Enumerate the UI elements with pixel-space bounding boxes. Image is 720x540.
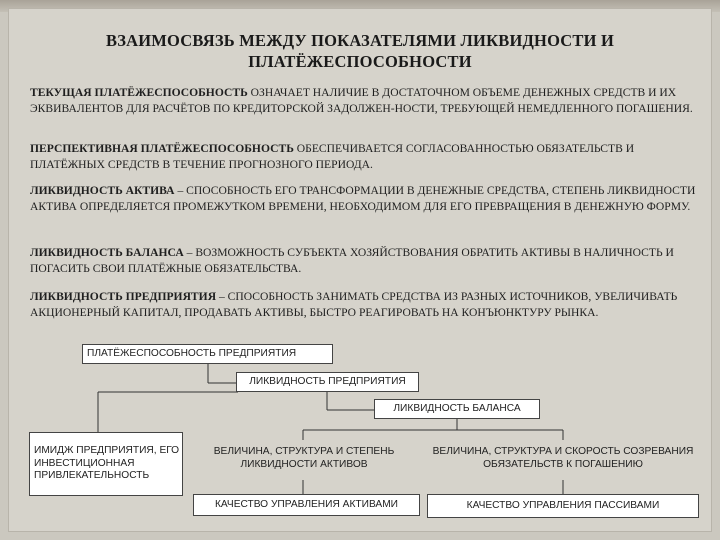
box-balance-liquidity: ЛИКВИДНОСТЬ БАЛАНСА (374, 399, 540, 419)
definition-term: ПЕРСПЕКТИВНАЯ ПЛАТЁЖЕСПОСОБНОСТЬ (30, 142, 294, 155)
definition-text: – СПОСОБНОСТЬ ЗАНИМАТЬ СРЕДСТВА ИЗ РАЗНЫХ ИСТОЧНИКОВ, УВЕЛИЧИВАТЬ АКЦИОНЕРНЫЙ КАПИТАЛ, ПРОДАВАТЬ АКТИВЫ, БЫСТРО РЕАГИРОВАТЬ НА КОНЪЮНКТУРУ РЫНКА. (30, 290, 678, 319)
definition-term: ЛИКВИДНОСТЬ АКТИВА (30, 184, 175, 197)
box-solvency: ПЛАТЁЖЕСПОСОБНОСТЬ ПРЕДПРИЯТИЯ (82, 344, 333, 364)
definition-term: ТЕКУЩАЯ ПЛАТЁЖЕСПОСОБНОСТЬ (30, 86, 248, 99)
slide-title: ВЗАИМОСВЯЗЬ МЕЖДУ ПОКАЗАТЕЛЯМИ ЛИКВИДНОСТИ И ПЛАТЁЖЕСПОСОБНОСТИ (105, 31, 615, 71)
definition-text: ОЗНАЧАЕТ НАЛИЧИЕ В ДОСТАТОЧНОМ ОБЪЕМЕ ДЕНЕЖНЫХ СРЕДСТВ И ИХ ЭКВИВАЛЕНТОВ ДЛЯ РАСЧЁТОВ ПО КРЕДИТОРСКОЙ ЗАДОЛЖЕН-НОСТИ, ТРЕБУЮЩЕЙ НЕМЕДЛЕННОГО ПОГАШЕНИЯ. (30, 86, 693, 115)
box-enterprise-liquidity: ЛИКВИДНОСТЬ ПРЕДПРИЯТИЯ (236, 372, 419, 392)
definition-text: – СПОСОБНОСТЬ ЕГО ТРАНСФОРМАЦИИ В ДЕНЕЖНЫЕ СРЕДСТВА, СТЕПЕНЬ ЛИКВИДНОСТИ АКТИВА ОПРЕДЕЛЯЕТСЯ ПРОМЕЖУТКОМ ВРЕМЕНИ, НЕОБХОДИМОМ ДЛЯ ЕГО ПРЕВРАЩЕНИЯ В ДЕНЕЖНУЮ ФОРМУ. (30, 184, 696, 213)
definition-text: ОБЕСПЕЧИВАЕТСЯ СОГЛАСОВАННОСТЬЮ ОБЯЗАТЕЛЬСТВ И ПЛАТЁЖНЫХ СРЕДСТВ В ТЕЧЕНИЕ ПРОГНОЗНОГО ПЕРИОДА. (30, 142, 635, 171)
box-enterprise-image: ИМИДЖ ПРЕДПРИЯТИЯ, ЕГО ИНВЕСТИЦИОННАЯ ПРИВЛЕКАТЕЛЬНОСТЬ (29, 432, 183, 496)
label-assets-structure: ВЕЛИЧИНА, СТРУКТУРА И СТЕПЕНЬ ЛИКВИДНОСТИ АКТИВОВ (213, 446, 395, 470)
box-asset-management: КАЧЕСТВО УПРАВЛЕНИЯ АКТИВАМИ (193, 494, 420, 516)
definition-text: – ВОЗМОЖНОСТЬ СУБЪЕКТА ХОЗЯЙСТВОВАНИЯ ОБРАТИТЬ АКТИВЫ В НАЛИЧНОСТЬ И ПОГАСИТЬ СВОИ ПЛАТЁЖНЫЕ ОБЯЗАТЕЛЬСТВА. (30, 246, 674, 275)
label-liabilities-speed: ВЕЛИЧИНА, СТРУКТУРА И СКОРОСТЬ СОЗРЕВАНИЯ ОБЯЗАТЕЛЬСТВ К ПОГАШЕНИЮ (432, 446, 694, 470)
definition-term: ЛИКВИДНОСТЬ БАЛАНСА (30, 246, 184, 259)
box-liability-management: КАЧЕСТВО УПРАВЛЕНИЯ ПАССИВАМИ (427, 494, 699, 518)
definition-term: ЛИКВИДНОСТЬ ПРЕДПРИЯТИЯ (30, 290, 217, 303)
